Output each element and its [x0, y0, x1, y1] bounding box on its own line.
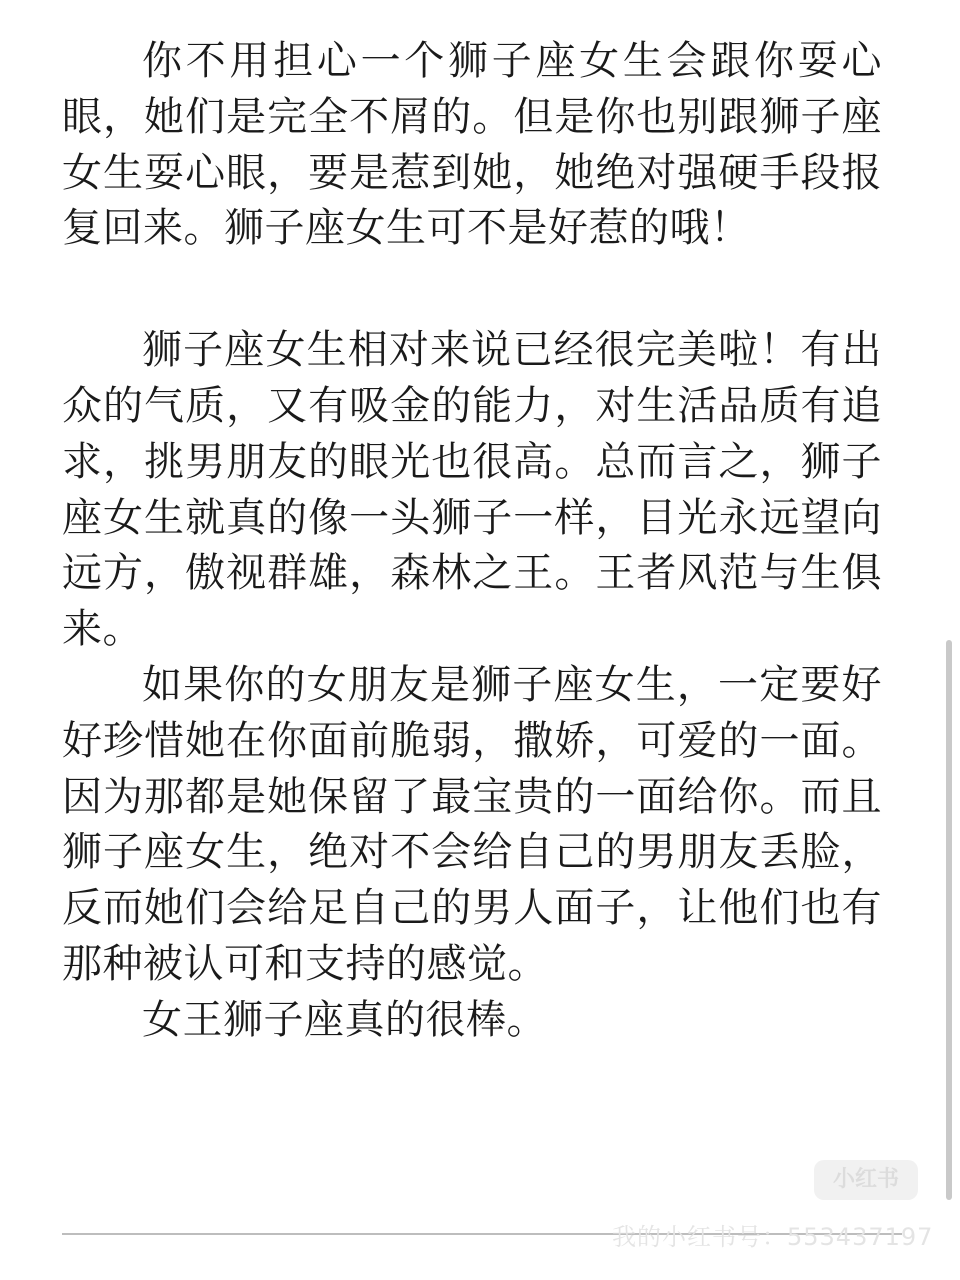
article-body	[62, 34, 882, 1049]
watermark-account-id: 我的小红书号：553437197	[612, 1223, 934, 1251]
paragraph-4: 女王狮子座真的很棒。	[142, 996, 547, 1043]
paragraph-2: 狮子座女生相对来说已经很完美啦！有出众的气质，又有吸金的能力，对生活品质有追求，挑男朋友的眼光也很高。总而言之，狮子座女生就真的像一头狮子一样，目光永远望向远方，傲视群雄，森林之王。王者风范与生俱来。	[62, 327, 882, 653]
watermark-logo: 小红书	[814, 1160, 918, 1200]
scrollbar-thumb[interactable]	[946, 640, 952, 1200]
paragraph-3: 如果你的女朋友是狮子座女生，一定要好好珍惜她在你面前脆弱，撒娇，可爱的一面。因为那都是她保留了最宝贵的一面给你。而且狮子座女生，绝对不会给自己的男朋友丢脸，反而她们会给足自己的男人面子，让他们也有那种被认可和支持的感觉。	[62, 661, 882, 987]
paragraph-1: 你不用担心一个狮子座女生会跟你耍心眼，她们是完全不屑的。但是你也别跟狮子座女生耍心眼，要是惹到她，她绝对强硬手段报复回来。狮子座女生可不是好惹的哦！	[62, 38, 882, 252]
